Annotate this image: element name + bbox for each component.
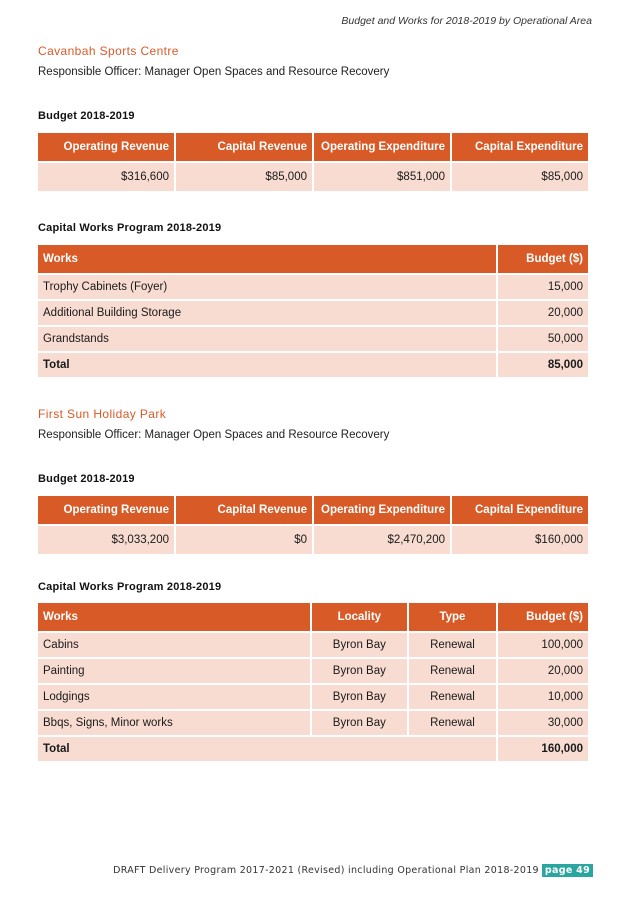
type-cell: Renewal (409, 685, 497, 711)
table-row (38, 163, 588, 193)
column-header: Operating Expenditure (314, 133, 450, 163)
total-row (38, 353, 588, 379)
budget-cell: 10,000 (498, 685, 588, 711)
running-header: Budget and Works for 2018-2019 by Operational Area (341, 15, 592, 27)
budget-heading: Budget 2018-2019 (38, 473, 135, 485)
works-cell: Cabins (38, 633, 310, 659)
column-header: Operating Revenue (38, 133, 174, 163)
budget-table (36, 133, 590, 193)
budget-cell: 50,000 (498, 327, 588, 353)
budget-table (36, 496, 590, 556)
table-row (38, 526, 588, 556)
works-table (36, 245, 590, 379)
responsible-officer: Responsible Officer: Manager Open Spaces and Resource Recovery (38, 429, 390, 441)
works-heading: Capital Works Program 2018-2019 (38, 581, 222, 593)
column-header: Capital Expenditure (452, 133, 588, 163)
type-cell: Renewal (409, 711, 497, 737)
locality-cell: Byron Bay (312, 659, 407, 685)
table-row (38, 711, 588, 737)
works-cell: Painting (38, 659, 310, 685)
operating-revenue-value: $316,600 (38, 163, 174, 193)
column-header: Capital Revenue (176, 496, 312, 526)
table-row (38, 633, 588, 659)
capital-revenue-value: $0 (176, 526, 312, 556)
column-header: Capital Expenditure (452, 496, 588, 526)
table-row (38, 301, 588, 327)
total-label: Total (38, 353, 496, 379)
total-label: Total (38, 737, 496, 763)
budget-cell: 30,000 (498, 711, 588, 737)
works-cell: Lodgings (38, 685, 310, 711)
operating-revenue-value: $3,033,200 (38, 526, 174, 556)
column-header: Locality (312, 603, 407, 633)
page-footer (113, 864, 593, 877)
table-header-row (38, 133, 588, 163)
section-title: First Sun Holiday Park (38, 407, 167, 421)
table-row (38, 327, 588, 353)
table-row (38, 659, 588, 685)
column-header: Budget ($) (498, 603, 588, 633)
works-cell: Trophy Cabinets (Foyer) (38, 275, 496, 301)
page-number-badge: page 49 (542, 864, 593, 877)
column-header: Operating Revenue (38, 496, 174, 526)
total-value: 85,000 (498, 353, 588, 379)
budget-heading: Budget 2018-2019 (38, 110, 135, 122)
operating-expenditure-value: $851,000 (314, 163, 450, 193)
budget-cell: 100,000 (498, 633, 588, 659)
column-header: Budget ($) (498, 245, 588, 275)
works-cell: Grandstands (38, 327, 496, 353)
column-header: Type (409, 603, 497, 633)
capital-expenditure-value: $85,000 (452, 163, 588, 193)
locality-cell: Byron Bay (312, 711, 407, 737)
budget-cell: 20,000 (498, 301, 588, 327)
table-header-row (38, 245, 588, 275)
table-row (38, 275, 588, 301)
operating-expenditure-value: $2,470,200 (314, 526, 450, 556)
capital-expenditure-value: $160,000 (452, 526, 588, 556)
type-cell: Renewal (409, 659, 497, 685)
total-value: 160,000 (498, 737, 588, 763)
capital-revenue-value: $85,000 (176, 163, 312, 193)
works-heading: Capital Works Program 2018-2019 (38, 222, 222, 234)
works-table (36, 603, 590, 763)
table-header-row (38, 603, 588, 633)
column-header: Operating Expenditure (314, 496, 450, 526)
table-row (38, 685, 588, 711)
column-header: Capital Revenue (176, 133, 312, 163)
table-header-row (38, 496, 588, 526)
column-header: Works (38, 603, 310, 633)
budget-cell: 20,000 (498, 659, 588, 685)
responsible-officer: Responsible Officer: Manager Open Spaces and Resource Recovery (38, 66, 390, 78)
section-title: Cavanbah Sports Centre (38, 44, 179, 58)
works-cell: Bbqs, Signs, Minor works (38, 711, 310, 737)
works-cell: Additional Building Storage (38, 301, 496, 327)
budget-cell: 15,000 (498, 275, 588, 301)
footer-text: DRAFT Delivery Program 2017-2021 (Revised) including Operational Plan 2018-2019 (113, 865, 539, 876)
total-row (38, 737, 588, 763)
type-cell: Renewal (409, 633, 497, 659)
column-header: Works (38, 245, 496, 275)
locality-cell: Byron Bay (312, 685, 407, 711)
locality-cell: Byron Bay (312, 633, 407, 659)
